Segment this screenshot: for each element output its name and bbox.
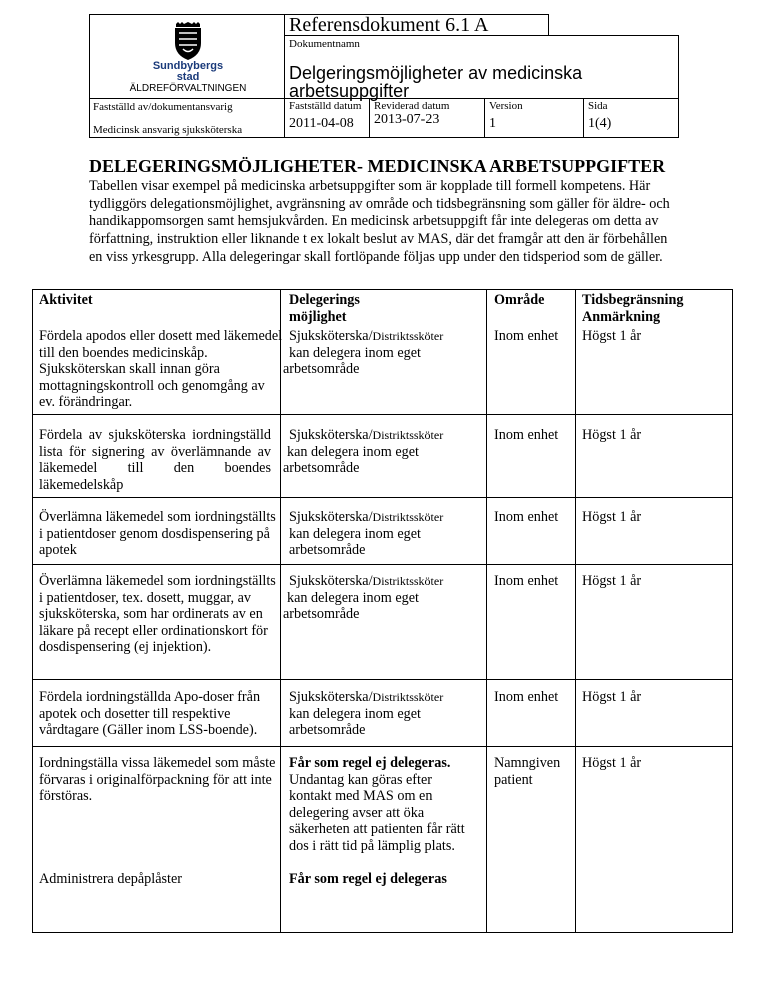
document-header	[89, 14, 679, 138]
row1-delegering	[283, 328, 483, 378]
row7-delegering: Får som regel ej delegeras	[289, 871, 447, 887]
delegation-table	[32, 289, 733, 933]
row3-delegering-line3: arbetsområde	[289, 542, 366, 559]
row1-omrade: Inom enhet	[494, 328, 559, 344]
row-divider	[33, 746, 732, 747]
row6-tid: Högst 1 år	[582, 755, 642, 771]
sjk-prefix: Sjuksköterska/	[289, 509, 373, 525]
header-omrade: Område	[494, 292, 545, 308]
row6-delegering	[283, 755, 477, 855]
version-box	[484, 98, 584, 138]
row4-delegering-line3: arbetsområde	[283, 606, 360, 623]
document-name-label: Dokumentnamn	[289, 38, 360, 50]
established-date-value: 2011-04-08	[289, 116, 354, 131]
row1-tid: Högst 1 år	[582, 328, 642, 344]
revised-date-label: Reviderad datum	[374, 100, 450, 112]
sjk-prefix: Sjuksköterska/	[289, 427, 373, 443]
header-tidsbegransning	[582, 292, 732, 325]
logo-box	[89, 14, 285, 99]
row2-delegering-line2: kan delegera inom eget	[287, 443, 419, 460]
row2-tid: Högst 1 år	[582, 427, 642, 443]
row3-omrade: Inom enhet	[494, 509, 559, 525]
row6-delegering-text: Undantag kan göras efter kontakt med MAS om en delegering avser att öka säkerheten att patienten får rätt dos i rätt tid på lämplig plats.	[289, 771, 465, 854]
revised-date-value: 2013-07-23	[374, 112, 440, 127]
row7-aktivitet: Administrera depåplåster	[39, 871, 183, 887]
row-divider	[33, 497, 732, 498]
page-label: Sida	[588, 100, 608, 112]
row-divider	[33, 414, 732, 415]
row2-omrade: Inom enhet	[494, 427, 559, 443]
row3-tid: Högst 1 år	[582, 509, 642, 525]
row4-delegering-line1	[283, 573, 483, 590]
row6-omrade: Namngiven patient	[494, 755, 561, 788]
row1-aktivitet: Fördela apodos eller dosett med läkemedel till den boendes medicinskåp. Sjuksköterskan skall innan göra mottagningskontroll och genomgång av ev. förändringar.	[39, 328, 283, 411]
row5-tid: Högst 1 år	[582, 689, 642, 705]
column-divider	[575, 290, 576, 932]
header-tid-line2: Anmärkning	[582, 308, 661, 325]
established-by-box	[89, 98, 285, 138]
document-name-box	[284, 35, 679, 99]
row6-aktivitet: Iordningställa vissa läkemedel som måste förvaras i originalförpackning för att inte förstöras.	[39, 755, 276, 805]
header-delegering-line2: möjlighet	[289, 308, 347, 325]
row6-delegering-bold: Får som regel ej delegeras.	[289, 755, 451, 771]
row5-delegering-line3: arbetsområde	[289, 722, 366, 739]
row1-delegering-line3: arbetsområde	[283, 361, 360, 378]
row2-delegering	[283, 427, 483, 477]
page-value: 1(4)	[588, 116, 612, 131]
page-box	[583, 98, 679, 138]
row3-aktivitet: Överlämna läkemedel som iordningställts i patientdoser genom dosdispensering på apotek	[39, 509, 276, 559]
established-by-value: Medicinsk ansvarig sjuksköterska	[93, 124, 243, 136]
row2-delegering-line3: arbetsområde	[283, 460, 360, 477]
organisation-name: ÄLDREFÖRVALTNINGEN	[129, 83, 247, 94]
revised-date-box	[369, 98, 485, 138]
municipal-crest-icon	[154, 21, 222, 61]
logo-name-line1: Sundbybergs	[152, 60, 224, 72]
row2-delegering-line1	[283, 427, 483, 444]
row5-omrade: Inom enhet	[494, 689, 559, 705]
header-delegering	[289, 292, 489, 325]
header-delegering-line1: Delegerings	[289, 292, 360, 308]
header-tid-line1: Tidsbegränsning	[582, 292, 684, 308]
established-by-label: Fastställd av/dokumentansvarig	[93, 101, 233, 113]
row-divider	[33, 564, 732, 565]
row5-aktivitet: Fördela iordningställda Apo-doser från apotek och dosetter till respektive vårdtagare (Gäller inom LSS-boende).	[39, 689, 261, 739]
row3-delegering	[283, 509, 489, 559]
reference-title-box	[284, 14, 549, 36]
intro-paragraph: Tabellen visar exempel på medicinska arbetsuppgifter som är kopplade till formell kompetens. Här tydliggörs delegationsmöjlighet, avgränsning av område och tidsbegränsning som gäller för äldre- och handikappomsorgen samt hemsjukvården. En medicinsk arbetsuppgift får inte delegeras om detta av författning, instruktion eller liknande t ex lokalt beslut av MAS, där det framgår att den är förbehållen en viss yrkesgrupp. Alla delegeringar skall fortlöpande följas upp under den tidsperiod som de gäller.	[89, 178, 670, 265]
sjk-suffix: Distriktssköter	[372, 329, 444, 343]
row4-delegering	[283, 573, 483, 623]
established-date-box	[284, 98, 370, 138]
header-aktivitet: Aktivitet	[39, 292, 93, 308]
sjk-suffix: Distriktssköter	[372, 574, 444, 588]
row3-delegering-line2: kan delegera inom eget	[289, 525, 421, 542]
sjk-prefix: Sjuksköterska/	[289, 328, 373, 344]
logo-name	[90, 61, 286, 83]
sjk-suffix: Distriktssköter	[372, 510, 444, 524]
row3-delegering-line1	[289, 509, 489, 526]
row4-omrade: Inom enhet	[494, 573, 559, 589]
reference-title: Referensdokument 6.1 A	[289, 14, 489, 36]
version-label: Version	[489, 100, 523, 112]
row5-delegering-line2: kan delegera inom eget	[289, 705, 421, 722]
version-value: 1	[489, 116, 496, 131]
logo-name-line2: stad	[176, 71, 200, 83]
column-divider	[486, 290, 487, 932]
sjk-prefix: Sjuksköterska/	[289, 573, 373, 589]
row1-delegering-line2: kan delegera inom eget	[289, 344, 421, 361]
document-name-value: Delgeringsmöjligheter av medicinska arbetsuppgifter	[289, 63, 583, 101]
row4-tid: Högst 1 år	[582, 573, 642, 589]
row1-delegering-line1	[283, 328, 483, 345]
row5-delegering-line1	[289, 689, 489, 706]
sjk-prefix: Sjuksköterska/	[289, 689, 373, 705]
row4-delegering-line2: kan delegera inom eget	[287, 589, 419, 606]
row2-aktivitet: Fördela av sjuksköterska iordningställd lista för signering av överlämnande av läkemedel till den boendes läkemedelskåp	[39, 427, 271, 493]
sjk-suffix: Distriktssköter	[372, 690, 444, 704]
row4-aktivitet: Överlämna läkemedel som iordningställts i patientdoser, tex. dosett, muggar, av sjuksköterska, som har ordinerats av en läkare på recept eller ordinationskort för dosdispensering (ej injektion).	[39, 573, 276, 656]
sjk-suffix: Distriktssköter	[372, 428, 444, 442]
row5-delegering	[283, 689, 489, 739]
established-date-label: Fastställd datum	[289, 100, 362, 112]
row-divider	[33, 679, 732, 680]
page-title: DELEGERINGSMÖJLIGHETER- MEDICINSKA ARBETSUPPGIFTER	[89, 156, 666, 176]
